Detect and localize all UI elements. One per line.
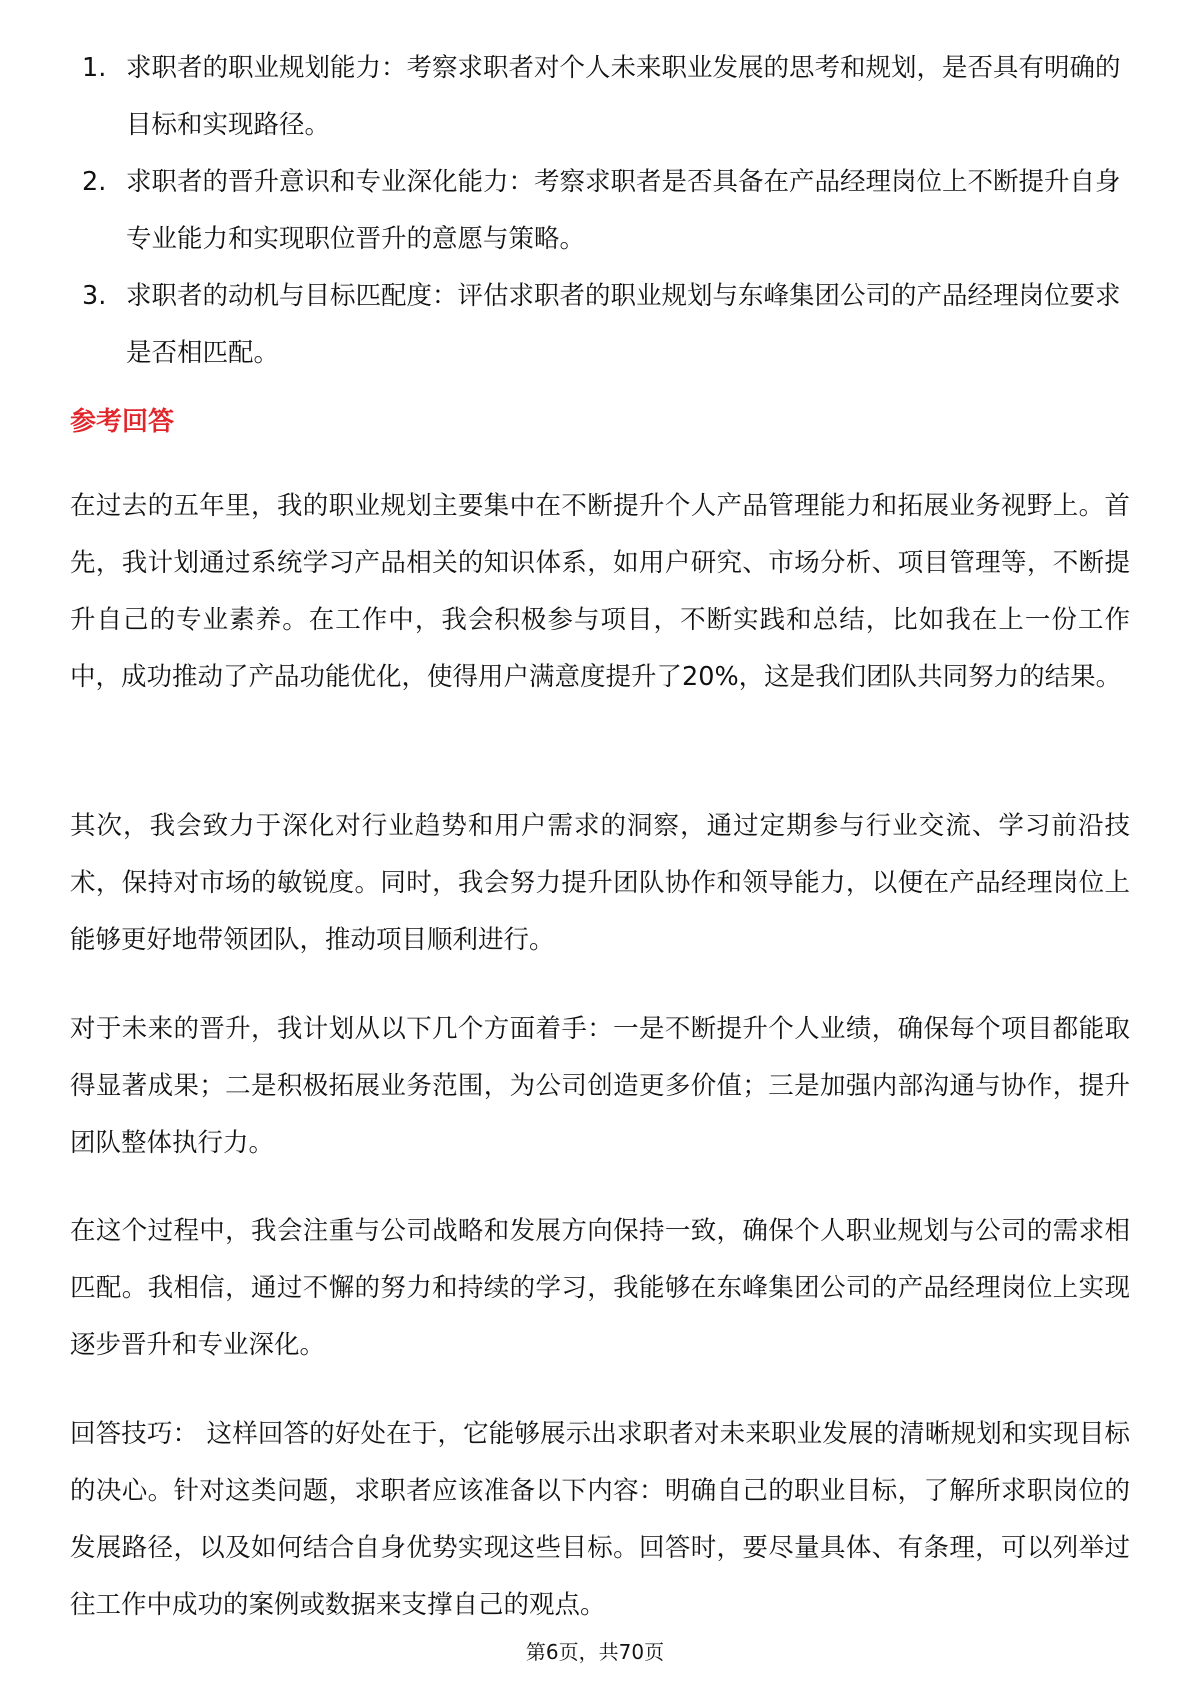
answer-paragraph: 对于未来的晋升，我计划从以下几个方面着手：一是不断提升个人业绩，确保每个项目都能取得显著成果；二是积极拓展业务范围，为公司创造更多价值；三是加强内部沟通与协作，提升团队整体执行力。	[70, 1014, 1130, 1158]
list-item	[70, 40, 1130, 154]
answer-paragraph: 在这个过程中，我会注重与公司战略和发展方向保持一致，确保个人职业规划与公司的需求相匹配。我相信，通过不懈的努力和持续的学习，我能够在东峰集团公司的产品经理岗位上实现逐步晋升和专业深化。	[70, 1216, 1130, 1360]
list-item-text: 求职者的职业规划能力：考察求职者对个人未来职业发展的思考和规划，是否具有明确的目标和实现路径。	[126, 53, 1121, 140]
answer-tips-paragraph: 回答技巧： 这样回答的好处在于，它能够展示出求职者对未来职业发展的清晰规划和实现目标的决心。针对这类问题，求职者应该准备以下内容：明确自己的职业目标，了解所求职岗位的发展路径，以及如何结合自身优势实现这些目标。回答时，要尽量具体、有条理，可以列举过往工作中成功的案例或数据来支撑自己的观点。	[70, 1419, 1130, 1620]
list-item-number: 2.	[82, 167, 107, 197]
list-item-text: 求职者的晋升意识和专业深化能力：考察求职者是否具备在产品经理岗位上不断提升自身专业能力和实现职位晋升的意愿与策略。	[126, 167, 1121, 254]
list-item	[70, 268, 1130, 382]
list-item	[70, 154, 1130, 268]
list-item-text: 求职者的动机与目标匹配度：评估求职者的职业规划与东峰集团公司的产品经理岗位要求是否相匹配。	[126, 281, 1121, 368]
list-item-number: 3.	[82, 281, 107, 311]
list-item-number: 1.	[82, 53, 107, 83]
section-heading: 参考回答	[70, 407, 175, 437]
page-number-footer: 第6页，共70页	[525, 1640, 665, 1664]
answer-paragraph: 其次，我会致力于深化对行业趋势和用户需求的洞察，通过定期参与行业交流、学习前沿技术，保持对市场的敏锐度。同时，我会努力提升团队协作和领导能力，以便在产品经理岗位上能够更好地带领团队，推动项目顺利进行。	[70, 811, 1130, 955]
criteria-list	[70, 40, 1130, 382]
answer-paragraph: 在过去的五年里，我的职业规划主要集中在不断提升个人产品管理能力和拓展业务视野上。首先，我计划通过系统学习产品相关的知识体系，如用户研究、市场分析、项目管理等，不断提升自己的专业素养。在工作中，我会积极参与项目，不断实践和总结，比如我在上一份工作中，成功推动了产品功能优化，使得用户满意度提升了20%，这是我们团队共同努力的结果。	[70, 491, 1130, 692]
